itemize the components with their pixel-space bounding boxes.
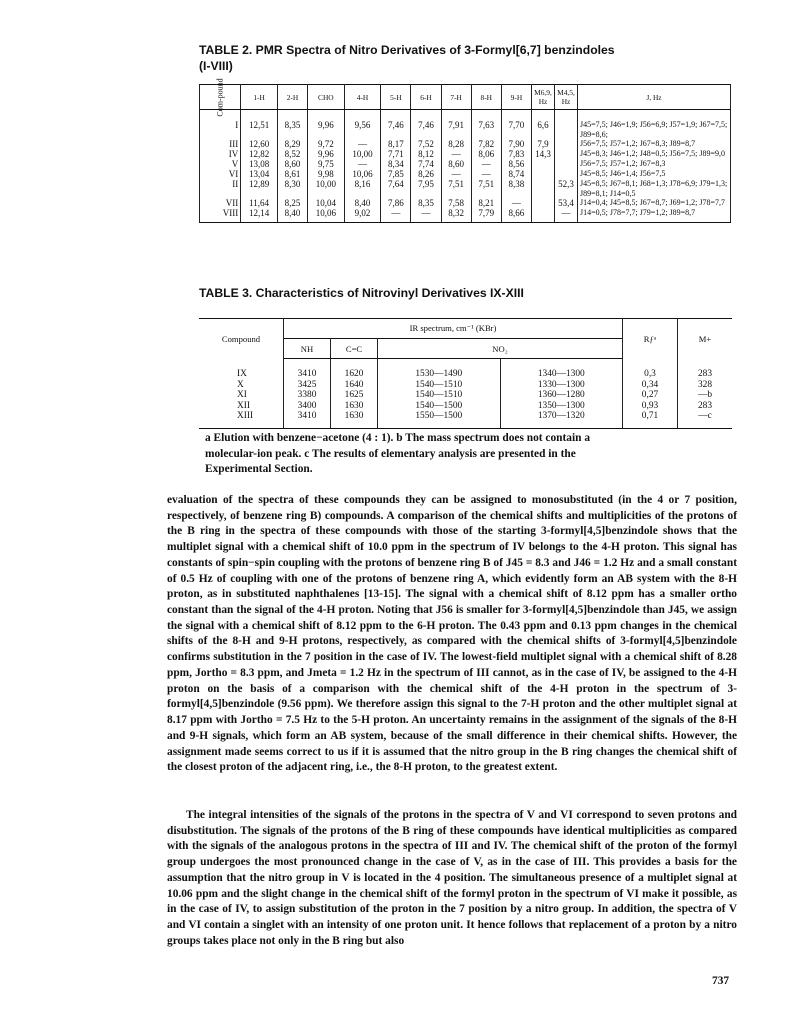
shift-cell: 7,74 [411, 159, 441, 169]
shift-cell: 8,12 [411, 149, 441, 159]
compound-cell: XI [199, 390, 284, 401]
shift-cell: 8,17 [381, 139, 411, 149]
value-cell: 3425 [284, 380, 331, 391]
table2 [199, 77, 731, 223]
shift-cell: 8,34 [381, 159, 411, 169]
compound-cell: III [200, 139, 241, 149]
body-paragraph-1 [167, 493, 737, 776]
coupling-cell: J45=7,5; J46=1,9; J56=6,9; J57=1,9; J67=7,5; J89=8,6; [578, 110, 731, 140]
table2-header: 8-H [471, 85, 501, 110]
shift-cell: 8,26 [411, 169, 441, 179]
shift-cell: 7,46 [411, 110, 441, 140]
table2-header: 2-H [277, 85, 307, 110]
table3-header-row [199, 319, 732, 339]
shift-cell: 8,28 [441, 139, 471, 149]
shift-cell: 8,66 [501, 208, 531, 223]
table3-header-m: M+ [678, 319, 733, 359]
value-cell: 1640 [331, 380, 378, 391]
value-cell: 0,3 [623, 359, 678, 380]
table2-header: M6,9, Hz [532, 85, 555, 110]
value-cell: 283 [678, 359, 733, 380]
value-cell: 0,34 [623, 380, 678, 391]
value-cell: 328 [678, 380, 733, 391]
compound-cell: VII [200, 198, 241, 208]
shift-cell: 10,04 [308, 198, 345, 208]
shift-cell: 9,96 [308, 110, 345, 140]
body-paragraph-2 [167, 808, 737, 949]
shift-cell: 8,40 [344, 198, 381, 208]
shift-cell [532, 198, 555, 208]
shift-cell: 10,06 [308, 208, 345, 223]
shift-cell: 7,9 [532, 139, 555, 149]
shift-cell: 7,63 [471, 110, 501, 140]
value-cell: 1340—1300 [500, 359, 623, 380]
value-cell: 3400 [284, 401, 331, 412]
shift-cell: 8,35 [411, 198, 441, 208]
shift-cell: 12,51 [241, 110, 278, 140]
shift-cell: — [344, 159, 381, 169]
value-cell: 1530—1490 [378, 359, 501, 380]
table2-header: 6-H [411, 85, 441, 110]
table3-footnote: a Elution with benzene−acetone (4 : 1). b The mass spectrum does not contain a molecular-ion peak. c The results of elementary analysis are presented in the Experimental Section. [205, 432, 591, 476]
shift-cell: 9,02 [344, 208, 381, 223]
table-row [200, 198, 731, 208]
coupling-cell: J45=8,5; J46=1,4; J56=7,5 [578, 169, 731, 179]
page-number: 737 [712, 975, 730, 987]
table3-caption: TABLE 3. Characteristics of Nitrovinyl Derivatives IX-XIII [199, 286, 524, 300]
value-cell: 1620 [331, 359, 378, 380]
value-cell: 283 [678, 401, 733, 412]
table-row [199, 401, 732, 412]
value-cell: 1350—1300 [500, 401, 623, 412]
shift-cell: 8,60 [277, 159, 307, 169]
table-row [200, 149, 731, 159]
shift-cell: 9,75 [308, 159, 345, 169]
shift-cell: 8,06 [471, 149, 501, 159]
table2-header: CHO [308, 85, 345, 110]
shift-cell: 8,35 [277, 110, 307, 140]
shift-cell: 7,64 [381, 179, 411, 198]
shift-cell: 7,90 [501, 139, 531, 149]
shift-cell: 9,98 [308, 169, 345, 179]
table3-header-nh: NH [284, 339, 331, 359]
shift-cell [532, 159, 555, 169]
shift-cell: — [471, 159, 501, 169]
value-cell: —b [678, 390, 733, 401]
value-cell: 1360—1280 [500, 390, 623, 401]
shift-cell: 7,86 [381, 198, 411, 208]
value-cell: 1330—1300 [500, 380, 623, 391]
shift-cell: 12,82 [241, 149, 278, 159]
shift-cell [555, 169, 578, 179]
table2-caption: TABLE 2. PMR Spectra of Nitro Derivatives of 3-Formyl[6,7] benzindoles (I-VIII) [199, 43, 615, 73]
shift-cell: 8,21 [471, 198, 501, 208]
shift-cell: 12,14 [241, 208, 278, 223]
table-row [199, 411, 732, 428]
value-cell: 1370—1320 [500, 411, 623, 428]
shift-cell: 7,82 [471, 139, 501, 149]
shift-cell: 7,95 [411, 179, 441, 198]
shift-cell: 14,3 [532, 149, 555, 159]
compound-cell: IV [200, 149, 241, 159]
table3 [199, 318, 732, 429]
shift-cell: 7,85 [381, 169, 411, 179]
table-row [199, 380, 732, 391]
table-row [200, 110, 731, 140]
shift-cell [555, 159, 578, 169]
table-row [200, 139, 731, 149]
shift-cell: 13,04 [241, 169, 278, 179]
shift-cell: 9,96 [308, 149, 345, 159]
shift-cell: 8,40 [277, 208, 307, 223]
shift-cell: 12,89 [241, 179, 278, 198]
shift-cell: 7,58 [441, 198, 471, 208]
coupling-cell: J56=7,5; J57=1,2; J67=8,3 [578, 159, 731, 169]
table2-header: M4,5, Hz [555, 85, 578, 110]
shift-cell: — [471, 169, 501, 179]
shift-cell: 7,71 [381, 149, 411, 159]
shift-cell: 8,30 [277, 179, 307, 198]
shift-cell [555, 139, 578, 149]
shift-cell: — [381, 208, 411, 223]
table-row [199, 390, 732, 401]
shift-cell: 8,16 [344, 179, 381, 198]
value-cell: —c [678, 411, 733, 428]
shift-cell [555, 110, 578, 140]
value-cell: 1630 [331, 401, 378, 412]
value-cell: 1540—1510 [378, 380, 501, 391]
table-row [200, 179, 731, 198]
shift-cell: 7,51 [471, 179, 501, 198]
value-cell: 3410 [284, 359, 331, 380]
shift-cell: 6,6 [532, 110, 555, 140]
value-cell: 3410 [284, 411, 331, 428]
table2-header: 4-H [344, 85, 381, 110]
shift-cell: 8,25 [277, 198, 307, 208]
shift-cell: 7,51 [441, 179, 471, 198]
table2-header-row [200, 85, 731, 110]
coupling-cell: J14=0,5; J78=7,7; J79=1,2; J89=8,7 [578, 208, 731, 223]
shift-cell: 10,00 [308, 179, 345, 198]
shift-cell: 9,72 [308, 139, 345, 149]
value-cell: 1625 [331, 390, 378, 401]
shift-cell: — [441, 149, 471, 159]
shift-cell: 8,52 [277, 149, 307, 159]
paragraph-text: The integral intensities of the signals of the protons in the spectra of V and VI correspond to seven protons and disubstitution. The signals of the protons of the B ring of these compounds have identical multiplicities as compared with the signals of the analogous protons in the spectra of III and IV. The chemical shift of the proton of the formyl group undergoes the most pronounced change in the case of V, as in the case of III. This provides a basis for the assumption that the nitro group in V is located in the 4 position. The simultaneous presence of a multiplet signal at 10.06 ppm and the slight change in the chemical shift of the formyl proton in the spectrum of VI make it possible, as in the case of IV, to assign substitution of the proton in the 7 position by a nitro group. In addition, the spectra of V and VI contain a singlet with an intensity of one proton unit. It hence follows that replacement of a proton by a nitro groups takes place not only in the B ring but also [167, 809, 737, 947]
table2-header: 7-H [441, 85, 471, 110]
shift-cell: 7,79 [471, 208, 501, 223]
compound-cell: XIII [199, 411, 284, 428]
shift-cell: 8,32 [441, 208, 471, 223]
shift-cell: 53,4 [555, 198, 578, 208]
shift-cell: 8,60 [441, 159, 471, 169]
value-cell: 0,27 [623, 390, 678, 401]
shift-cell: 10,00 [344, 149, 381, 159]
shift-cell [532, 179, 555, 198]
table2-header: 5-H [381, 85, 411, 110]
shift-cell: 7,91 [441, 110, 471, 140]
shift-cell: 7,46 [381, 110, 411, 140]
shift-cell: — [555, 208, 578, 223]
coupling-cell: J56=7,5; J57=1,2; J67=8,3; J89=8,7 [578, 139, 731, 149]
paragraph-text: evaluation of the spectra of these compounds they can be assigned to monosubstituted (in the 4 or 7 position, respectively, of benzene ring B) compounds. A comparison of the chemical shifts and multiplicities of the protons of the B ring in the spectra of these compounds with those of the starting 3-formyl[4,5]benzindole shows that the multiplet signal with a chemical shift of 10.0 ppm in the spectrum of IV belongs to the 4-H proton. This signal has constants of spin−spin coupling with the protons of benzene ring B of J45 = 8.3 and J46 = 1.2 Hz and a small constant of 0.5 Hz of coupling with one of the protons of benzene ring A, which evidently form an AB system with the 8-H proton, as in substituted naphthalenes [13-15]. The signal with a chemical shift of 8.12 ppm has a smaller ortho constant than the signal of the 4-H proton. Noting that J56 is smaller for 3-formyl[4,5]benzindole than J45, we assign the signal with a chemical shift of 8.12 ppm to the 6-H proton. The 0.43 ppm and 0.13 ppm changes in the chemical shifts of the 8-H and 9-H protons, respectively, as compared with the chemical shifts of 3-formyl[4,5]benzindole confirms substitution in the 7 position in the case of IV. The lowest-field multiplet signal with a chemical shift of 8.28 ppm, Jortho = 8.3 ppm, and Jmeta = 1.2 Hz in the spectrum of III cannot, as in the case of IV, be assigned to the 4-H proton on the basis of a comparison with the chemical shift of the 4-H proton in the spectrum of 3-formyl[4,5]benzindole (9.56 ppm). We therefore assign this signal to the 7-H proton and the other multiplet signal at 8.17 ppm with Jortho = 7.5 Hz to the 5-H proton. An uncertainty remains in the assignment of the signals of the 8-H and 9-H signals, which form an AB system, because of the small difference in their chemical shifts. However, the assignment made seems correct to us if it is assumed that the nitro group in the B ring changes the chemical shift of the closest proton of the adjacent ring, i.e., the 8-H proton, to the greatest extent. [167, 494, 737, 774]
table-row [200, 159, 731, 169]
table-row [200, 208, 731, 223]
compound-cell: II [200, 179, 241, 198]
compound-cell: VIII [200, 208, 241, 223]
table3-header-rf: Rƒᵃ [623, 319, 678, 359]
shift-cell: 7,70 [501, 110, 531, 140]
shift-cell: 8,29 [277, 139, 307, 149]
value-cell: 3380 [284, 390, 331, 401]
compound-cell: V [200, 159, 241, 169]
table2-header-compound: Com-pound [200, 85, 241, 110]
shift-cell: — [411, 208, 441, 223]
value-cell: 1630 [331, 411, 378, 428]
value-cell: 0,71 [623, 411, 678, 428]
shift-cell: 52,3 [555, 179, 578, 198]
table2-header: 9-H [501, 85, 531, 110]
value-cell: 1550—1500 [378, 411, 501, 428]
coupling-cell: J45=8,3; J46=1,2; J48=0,5; J56=7,5; J89=9,0 [578, 149, 731, 159]
table-row [200, 169, 731, 179]
shift-cell: 8,56 [501, 159, 531, 169]
shift-cell: 13,08 [241, 159, 278, 169]
table3-header-compound: Compound [199, 319, 284, 359]
shift-cell: 7,52 [411, 139, 441, 149]
shift-cell: 12,60 [241, 139, 278, 149]
value-cell: 1540—1500 [378, 401, 501, 412]
shift-cell: 7,83 [501, 149, 531, 159]
shift-cell: — [344, 139, 381, 149]
table3-header-ir: IR spectrum, cm⁻¹ (KBr) [284, 319, 623, 339]
shift-cell: — [501, 198, 531, 208]
table2-header: 1-H [241, 85, 278, 110]
compound-cell: IX [199, 359, 284, 380]
shift-cell: 10,06 [344, 169, 381, 179]
value-cell: 1540—1510 [378, 390, 501, 401]
table3-header-cc: C=C [331, 339, 378, 359]
shift-cell: 8,38 [501, 179, 531, 198]
shift-cell: 9,56 [344, 110, 381, 140]
compound-cell: I [200, 110, 241, 140]
compound-cell: XII [199, 401, 284, 412]
coupling-cell: J45=8,5; J67=8,1; J68=1,3; J78=6,9; J79=1,3; J89=8,1; J14=0,5 [578, 179, 731, 198]
shift-cell: 8,74 [501, 169, 531, 179]
compound-cell: X [199, 380, 284, 391]
shift-cell [555, 149, 578, 159]
compound-cell: VI [200, 169, 241, 179]
table-row [199, 359, 732, 380]
shift-cell [532, 169, 555, 179]
shift-cell: 11,64 [241, 198, 278, 208]
value-cell: 0,93 [623, 401, 678, 412]
coupling-cell: J14=0,4; J45=8,5; J67=8,7; J69=1,2; J78=7,7 [578, 198, 731, 208]
shift-cell: 8,61 [277, 169, 307, 179]
table2-header: J, Hz [578, 85, 731, 110]
shift-cell: — [441, 169, 471, 179]
table3-header-no2: NO₂ [378, 339, 623, 359]
shift-cell [532, 208, 555, 223]
